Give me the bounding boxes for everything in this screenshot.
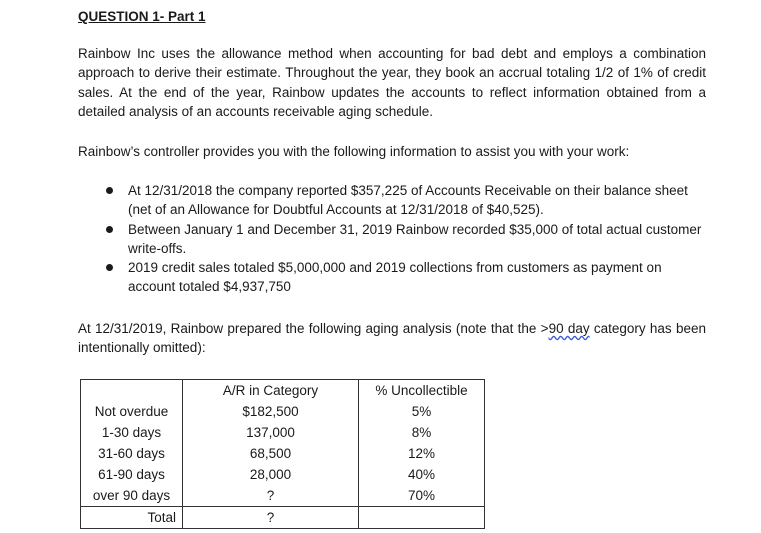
aging-table: [80, 379, 485, 529]
table-cell: 68,500: [183, 443, 359, 464]
table-header-cell: A/R in Category: [183, 380, 359, 402]
table-cell: 5%: [359, 401, 485, 422]
table-header-row: [81, 380, 485, 402]
table-header-cell: % Uncollectible: [359, 380, 485, 402]
table-row: [81, 401, 485, 422]
table-cell: 28,000: [183, 464, 359, 485]
table-cell: $182,500: [183, 401, 359, 422]
question-heading: QUESTION 1- Part 1: [78, 9, 206, 24]
table-cell: over 90 days: [81, 485, 183, 507]
table-cell: 70%: [359, 485, 485, 507]
table-cell: 31-60 days: [81, 443, 183, 464]
table-row: [81, 422, 485, 443]
table-cell: 12%: [359, 443, 485, 464]
bullet-item: 2019 credit sales totaled $5,000,000 and 2019 collections from customers as payment on account totaled $4,937,750: [78, 258, 706, 297]
bullet-item: At 12/31/2018 the company reported $357,225 of Accounts Receivable on their balance sheet (net of an Allowance for Doubtful Accounts at 12/31/2018 of $40,525).: [78, 181, 706, 220]
table-total-row: [81, 507, 485, 529]
table-row: [81, 464, 485, 485]
table-cell: 137,000: [183, 422, 359, 443]
table-cell: ?: [183, 485, 359, 507]
bullet-dot-icon: [106, 264, 113, 271]
table-cell: 61-90 days: [81, 464, 183, 485]
table-cell: 8%: [359, 422, 485, 443]
info-bullet-list: [78, 181, 706, 297]
total-value: ?: [183, 507, 359, 529]
table-cell: 40%: [359, 464, 485, 485]
bullet-dot-icon: [106, 187, 113, 194]
intro-paragraph: Rainbow Inc uses the allowance method when accounting for bad debt and employs a combination approach to derive their estimate. Throughout the year, they book an accrual totaling 1/2 of 1% of credit sales. At the end of the year, Rainbow updates the accounts to reflect information obtained from a detailed analysis of an accounts receivable aging schedule.: [78, 46, 706, 119]
table-row: [81, 443, 485, 464]
table-row: [81, 485, 485, 507]
bullet-dot-icon: [106, 226, 113, 233]
controller-paragraph: Rainbow’s controller provides you with the following information to assist you with your work:: [78, 144, 630, 159]
total-label: Total: [81, 507, 183, 529]
spellcheck-underlined-text: 90 day: [548, 321, 590, 336]
total-percent: [359, 507, 485, 529]
aging-paragraph: At 12/31/2019, Rainbow prepared the following aging analysis (note that the >90 day category has been intentionally omitted):: [78, 321, 706, 356]
bullet-item: Between January 1 and December 31, 2019 Rainbow recorded $35,000 of total actual customer write-offs.: [78, 220, 706, 259]
table-header-cell: [81, 380, 183, 402]
table-cell: 1-30 days: [81, 422, 183, 443]
table-cell: Not overdue: [81, 401, 183, 422]
